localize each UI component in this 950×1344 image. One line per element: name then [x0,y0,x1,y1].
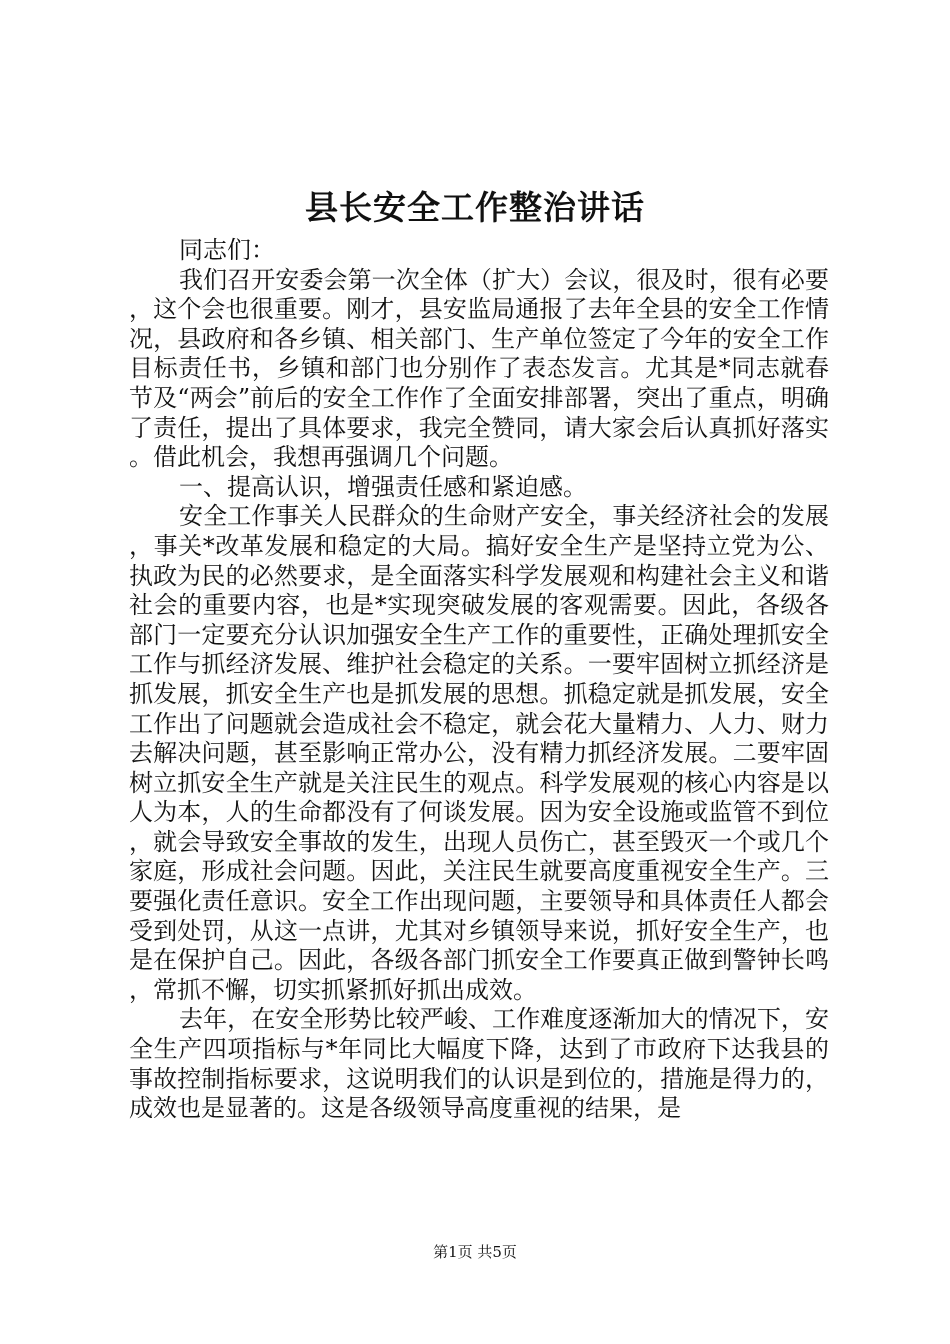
section-heading-1: 一、提高认识，增强责任感和紧迫感。 [179,472,587,501]
body-paragraph: 安全工作事关人民群众的生命财产安全，事关经济社会的发展，事关*改革发展和稳定的大局。搞好安全生产是坚持立党为公、执政为民的必然要求，是全面落实科学发展观和构建社会主义和谐社会的重要内容，也是*实现突破发展的客观需要。因此，各级各部门一定要充分认识加强安全生产工作的重要性，正确处理抓安全工作与抓经济发展、维护社会稳定的关系。一要牢固树立抓经济是抓发展，抓安全生产也是抓发展的思想。抓稳定就是抓发展，安全工作出了问题就会造成社会不稳定，就会花大量精力、人力、财力去解决问题，甚至影响正常办公，没有精力抓经济发展。二要牢固树立抓安全生产就是关注民生的观点。科学发展观的核心内容是以人为本，人的生命都没有了何谈发展。因为安全设施或监管不到位，就会导致安全事故的发生，出现人员伤亡，甚至毁灭一个或几个家庭，形成社会问题。因此，关注民生就要高度重视安全生产。三要强化责任意识。安全工作出现问题，主要领导和具体责任人都会受到处罚，从这一点讲，尤其对乡镇领导来说，抓好安全生产，也是在保护自己。因此，各级各部门抓安全工作要真正做到警钟长鸣，常抓不懈，切实抓紧抓好抓出成效。 [129,502,829,1004]
document-title: 县长安全工作整治讲话 [305,188,645,227]
salutation-paragraph: 同志们： [179,236,275,264]
document-body [129,236,829,1124]
body-paragraph: 去年，在安全形势比较严峻、工作难度逐渐加大的情况下，安全生产四项指标与*年同比大幅度下降，达到了市政府下达我县的事故控制指标要求，这说明我们的认识是到位的，措施是得力的，成效也是显著的。这是各级领导高度重视的结果，是 [129,1005,829,1123]
page-number-footer: 第1页 共5页 [433,1243,517,1261]
opening-paragraph: 我们召开安委会第一次全体（扩大）会议，很及时，很有必要，这个会也很重要。刚才，县安监局通报了去年全县的安全工作情况，县政府和各乡镇、相关部门、生产单位签定了今年的安全工作目标责任书，乡镇和部门也分别作了表态发言。尤其是*同志就春节及“两会”前后的安全工作作了全面安排部署，突出了重点，明确了责任，提出了具体要求，我完全赞同，请大家会后认真抓好落实。借此机会，我想再强调几个问题。 [129,265,829,472]
